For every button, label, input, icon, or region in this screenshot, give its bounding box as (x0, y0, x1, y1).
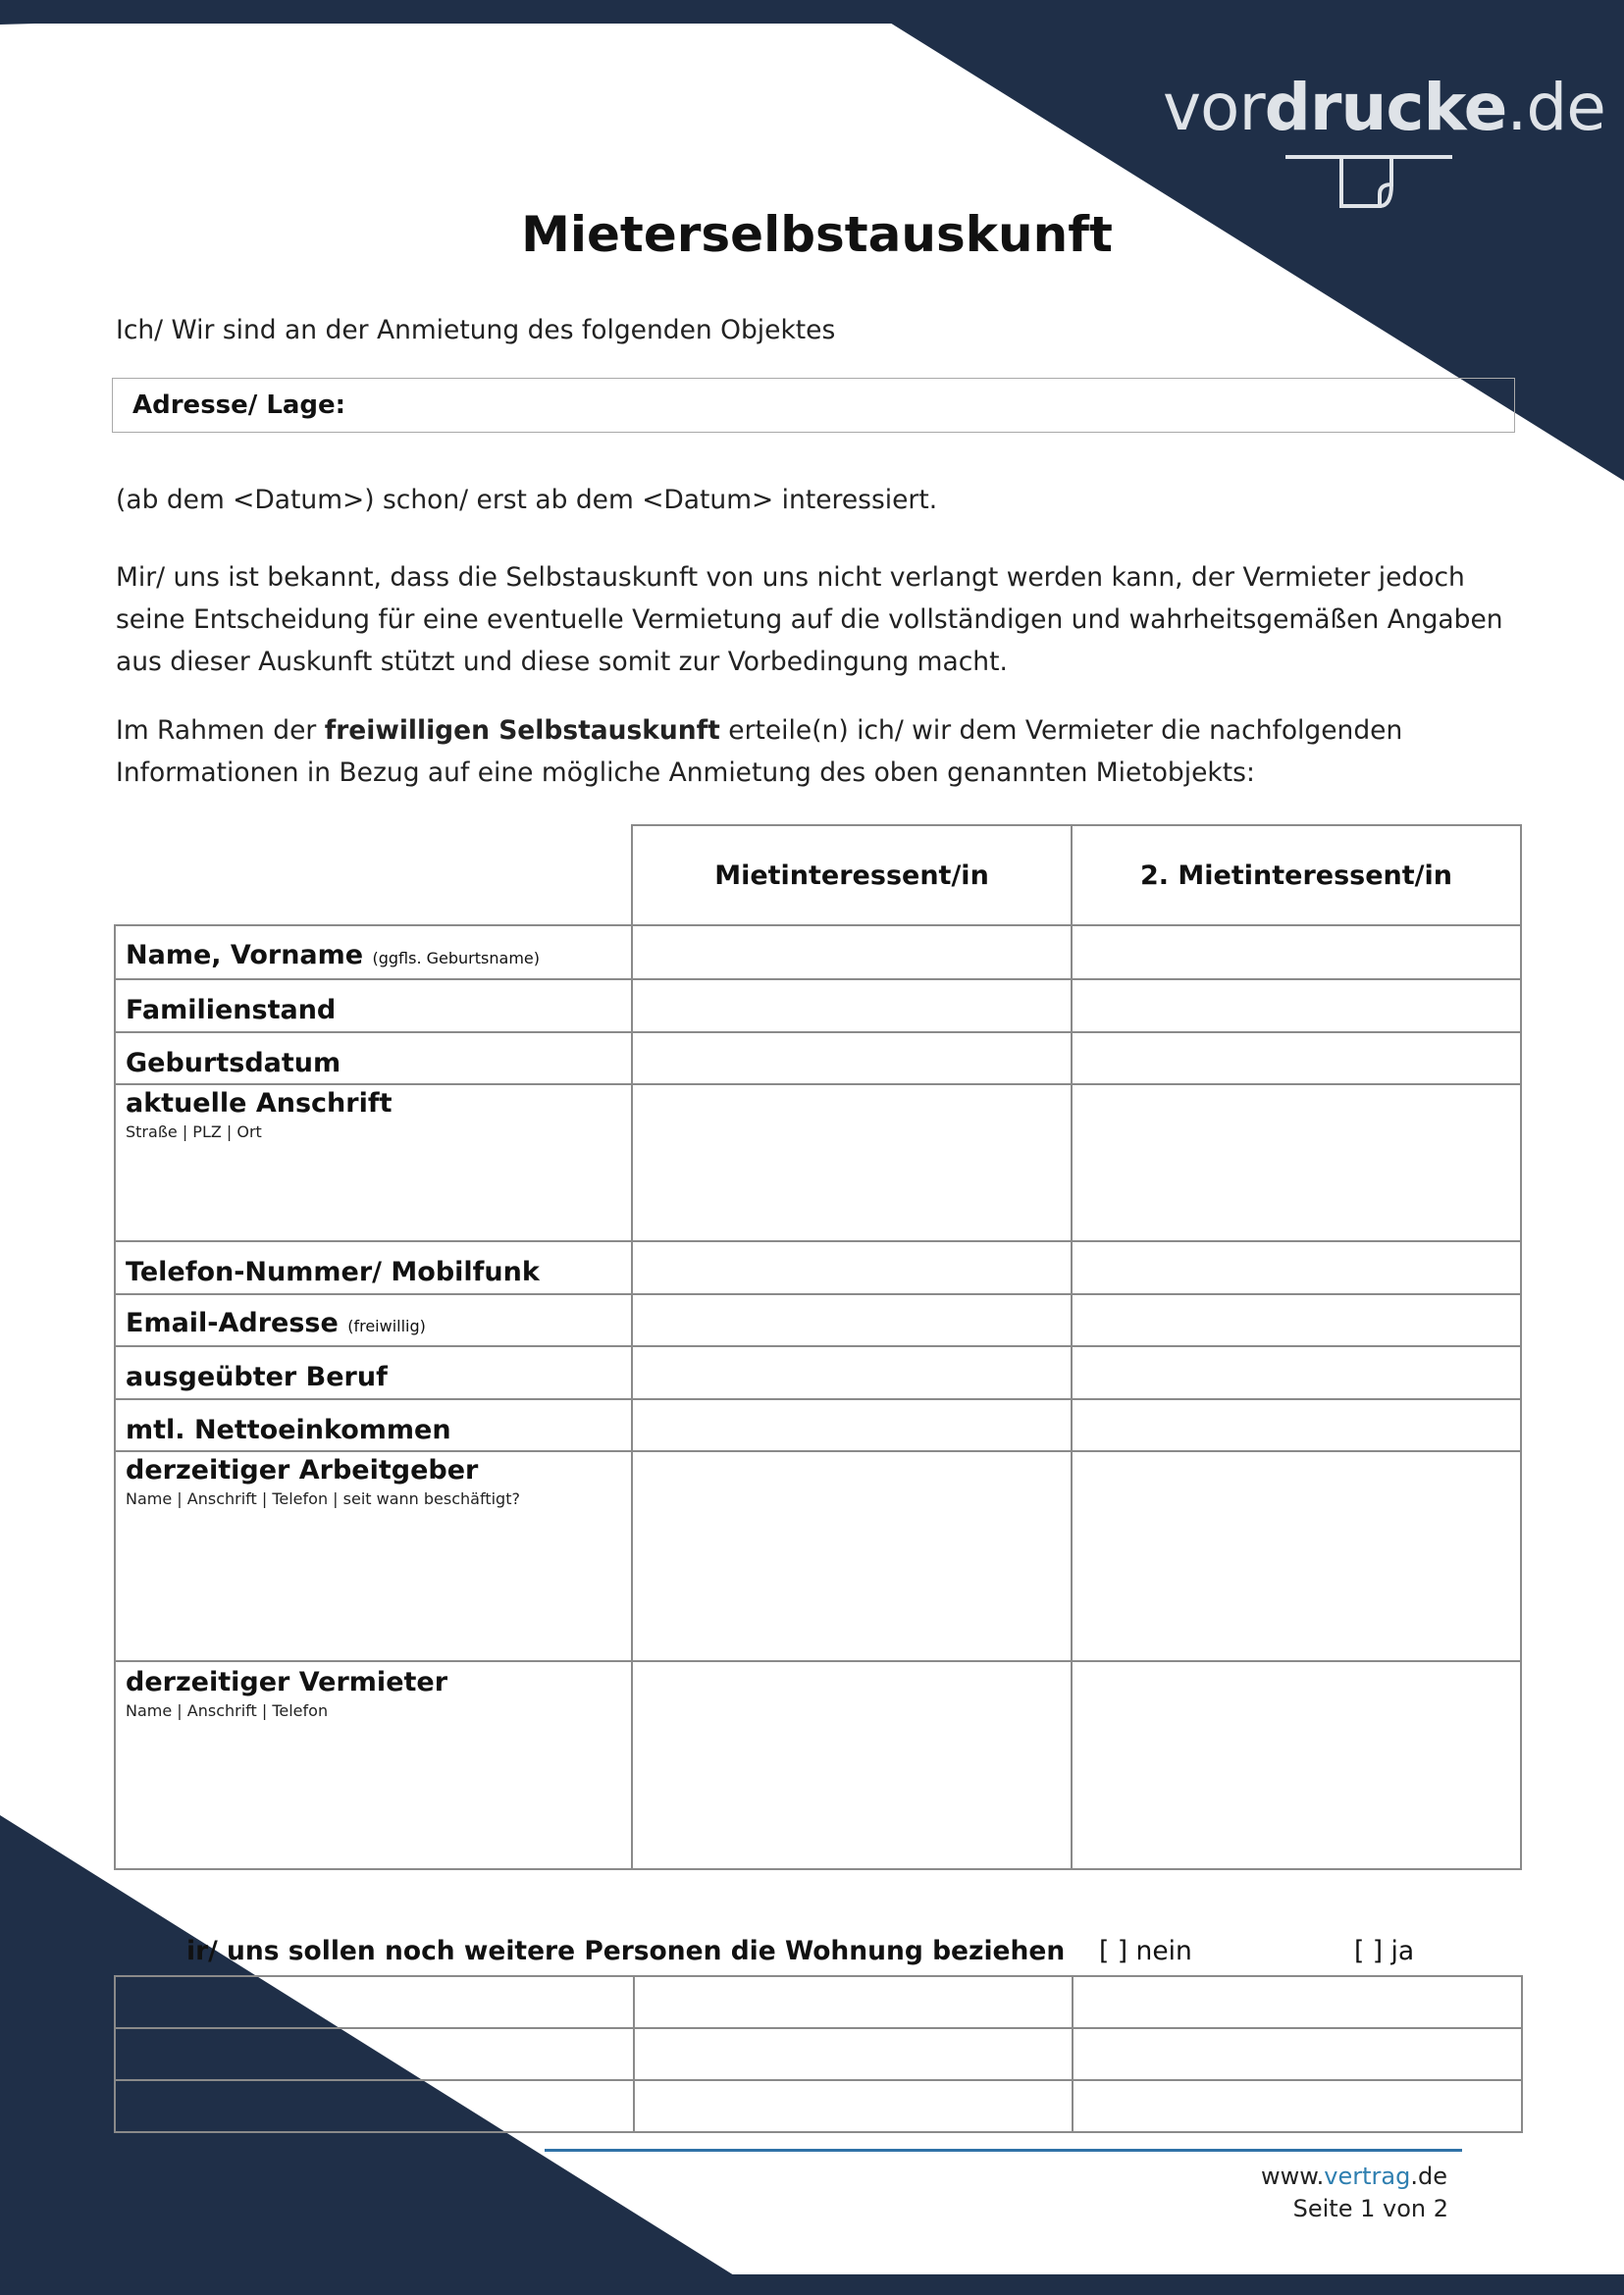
page-title: Mieterselbstauskunft (521, 206, 1113, 263)
row-label-name (115, 925, 632, 979)
label-einkommen: mtl. Nettoeinkommen (126, 1415, 451, 1445)
label-familienstand: Familienstand (126, 995, 337, 1025)
label-arbeitgeber: derzeitiger Arbeitgeber (126, 1455, 479, 1486)
label-email: Email-Adresse (126, 1308, 339, 1338)
col-header-1: Mietinteressent/in (632, 825, 1072, 925)
col-header-2: 2. Mietinteressent/in (1072, 825, 1521, 925)
url-accent: vertrag (1324, 2163, 1411, 2190)
cell-telefon-1[interactable] (632, 1241, 1072, 1294)
sub-arbeitgeber: Name | Anschrift | Telefon | seit wann beschäftigt? (126, 1489, 520, 1508)
persons-cell[interactable] (1073, 1976, 1522, 2028)
cell-telefon-2[interactable] (1072, 1241, 1521, 1294)
cell-anschrift-2[interactable] (1072, 1084, 1521, 1241)
top-navy-strip (0, 0, 1624, 24)
table-row (115, 2080, 1522, 2132)
persons-cell[interactable] (1073, 2080, 1522, 2132)
table-row (115, 1241, 1521, 1294)
cell-familienstand-2[interactable] (1072, 979, 1521, 1032)
option-yes-checkbox[interactable]: [ ] ja (1354, 1936, 1415, 1966)
label-vermieter: derzeitiger Vermieter (126, 1667, 448, 1697)
cell-familienstand-1[interactable] (632, 979, 1072, 1032)
applicant-table (114, 824, 1522, 1870)
cell-email-2[interactable] (1072, 1294, 1521, 1346)
cell-beruf-2[interactable] (1072, 1346, 1521, 1399)
cell-vermieter-1[interactable] (632, 1661, 1072, 1869)
cell-einkommen-2[interactable] (1072, 1399, 1521, 1451)
persons-cell[interactable] (634, 2028, 1073, 2080)
table-row (115, 1451, 1521, 1661)
sub-anschrift: Straße | PLZ | Ort (126, 1122, 262, 1141)
cell-geburtsdatum-2[interactable] (1072, 1032, 1521, 1084)
further-persons-question: ir/ uns sollen noch weitere Personen die Wohnung beziehen (186, 1936, 1066, 1966)
label-geburtsdatum: Geburtsdatum (126, 1048, 341, 1078)
sub-vermieter: Name | Anschrift | Telefon (126, 1701, 329, 1720)
table-row (115, 2028, 1522, 2080)
vordrucke-logo (1163, 69, 1605, 226)
cell-beruf-1[interactable] (632, 1346, 1072, 1399)
label-name: Name, Vorname (126, 940, 364, 970)
table-row (115, 1294, 1521, 1346)
blank-cell (115, 825, 632, 925)
cell-einkommen-1[interactable] (632, 1399, 1072, 1451)
note-name: (ggfls. Geburtsname) (372, 949, 540, 967)
intro-text: Ich/ Wir sind an der Anmietung des folgenden Objektes (116, 315, 836, 345)
footer-divider (545, 2149, 1462, 2152)
table-row (115, 1032, 1521, 1084)
notice-paragraph: Mir/ uns ist bekannt, dass die Selbstauskunft von uns nicht verlangt werden kann, der Vermieter jedoch seine Entscheidung für eine eventuelle Vermietung auf die vollständigen und wahrheitsgemäßen Angaben aus dieser Auskunft stützt und diese somit zur Vorbedingung macht. (116, 562, 1503, 677)
logo-bold: drucke (1264, 70, 1507, 145)
bottom-navy-strip (0, 2274, 1624, 2295)
voluntary-bold: freiwilligen Selbstauskunft (324, 715, 720, 746)
table-row (115, 1346, 1521, 1399)
cell-anschrift-1[interactable] (632, 1084, 1072, 1241)
url-suffix: .de (1410, 2163, 1447, 2190)
table-row (115, 1976, 1522, 2028)
cell-vermieter-2[interactable] (1072, 1661, 1521, 1869)
persons-table (114, 1975, 1523, 2133)
persons-cell[interactable] (115, 1976, 634, 2028)
table-row (115, 979, 1521, 1032)
cell-geburtsdatum-1[interactable] (632, 1032, 1072, 1084)
persons-cell[interactable] (1073, 2028, 1522, 2080)
table-row (115, 925, 1521, 979)
persons-cell[interactable] (634, 1976, 1073, 2028)
label-anschrift: aktuelle Anschrift (126, 1088, 393, 1119)
address-label: Adresse/ Lage: (132, 391, 346, 420)
footer-url[interactable] (1178, 2163, 1447, 2190)
logo-suffix: .de (1506, 70, 1605, 145)
cell-name-1[interactable] (632, 925, 1072, 979)
logo-prefix: vor (1163, 70, 1265, 145)
voluntary-prefix: Im Rahmen der (116, 715, 325, 746)
table-row (115, 1661, 1521, 1869)
label-beruf: ausgeübter Beruf (126, 1362, 388, 1392)
persons-cell[interactable] (115, 2028, 634, 2080)
address-field[interactable] (112, 378, 1515, 433)
label-telefon: Telefon-Nummer/ Mobilfunk (126, 1257, 540, 1287)
cell-name-2[interactable] (1072, 925, 1521, 979)
option-no-checkbox[interactable]: [ ] nein (1099, 1936, 1192, 1966)
voluntary-suffix: erteile(n) ich/ wir dem Vermieter die nachfolgenden Informationen in Bezug auf eine mögliche Anmietung des oben genannten Mietobjekts: (116, 715, 1403, 788)
cell-arbeitgeber-2[interactable] (1072, 1451, 1521, 1661)
cell-email-1[interactable] (632, 1294, 1072, 1346)
cell-arbeitgeber-1[interactable] (632, 1451, 1072, 1661)
dates-text: (ab dem <Datum>) schon/ erst ab dem <Datum> interessiert. (116, 485, 938, 515)
url-prefix: www. (1260, 2163, 1325, 2190)
table-row (115, 1399, 1521, 1451)
page-number: Seite 1 von 2 (1292, 2195, 1448, 2222)
note-email: (freiwillig) (347, 1317, 426, 1335)
persons-cell[interactable] (634, 2080, 1073, 2132)
table-row (115, 1084, 1521, 1241)
persons-cell[interactable] (115, 2080, 634, 2132)
voluntary-paragraph (116, 709, 1529, 794)
table-header-row (115, 825, 1521, 925)
